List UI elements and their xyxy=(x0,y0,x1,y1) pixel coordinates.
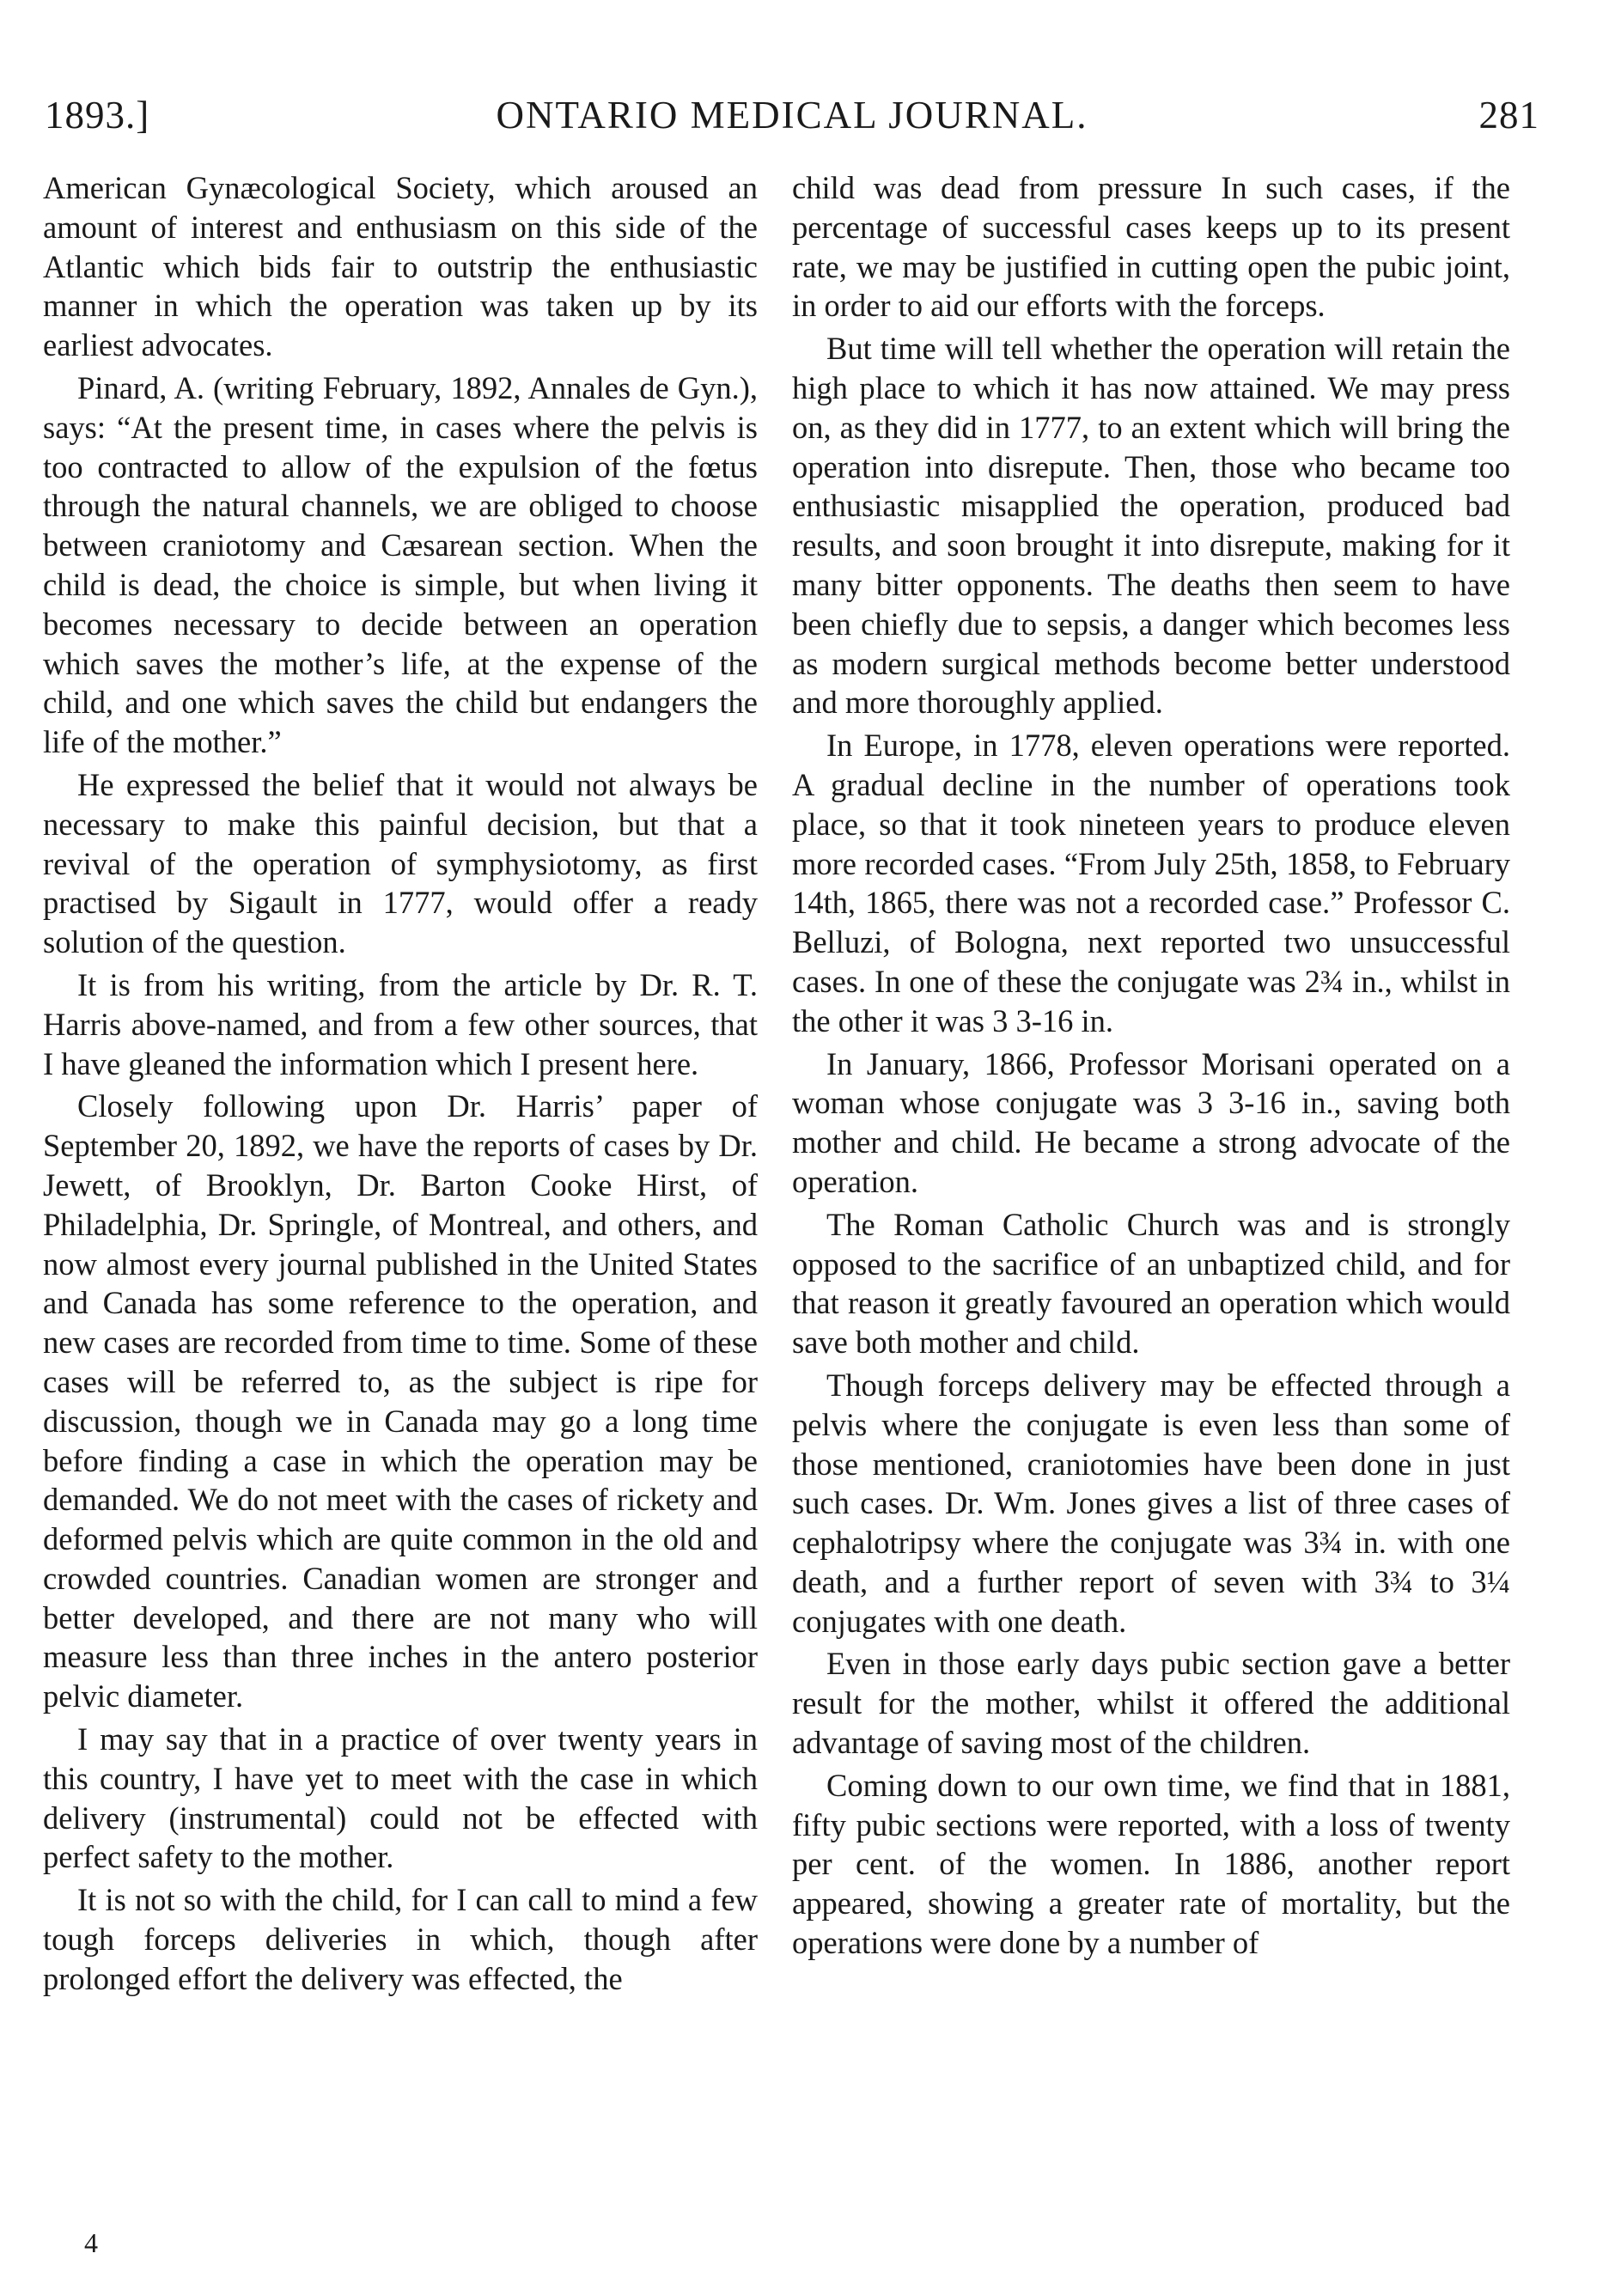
header-page-number: 281 xyxy=(1478,94,1539,137)
left-column xyxy=(43,168,758,1999)
header-year: 1893.] xyxy=(45,94,150,137)
paragraph: He expressed the belief that it would not always be necessary to make this painful decision, but that a revival of the operation of symphysiotomy, as first practised by Sigault in 1777, would offer a ready solution of the question. xyxy=(43,766,758,960)
paragraph: Even in those early days pubic section gave a better result for the mother, whilst it offered the additional advantage of saving most of the children. xyxy=(792,1646,1510,1761)
paragraph: Closely following upon Dr. Harris’ paper of September 20, 1892, we have the reports of cases by Dr. Jewett, of Brooklyn, Dr. Barton Cooke Hirst, of Philadelphia, Dr. Springle, of Montreal, and others, and now almost every journal published in the United States and Canada has some reference to the operation, and new cases are recorded from time to time. Some of these cases will be referred to, as the subject is ripe for discussion, though we in Canada may go a long time before finding a case in which the operation may be demanded. We do not meet with the cases of rickety and deformed pelvis which are quite common in the old and crowded countries. Canadian women are stronger and better developed, and there are not many who will measure less than three inches in the antero posterior pelvic diameter. xyxy=(43,1088,758,1714)
paragraph: But time will tell whether the operation will retain the high place to which it has now attained. We may press on, as they did in 1777, to an extent which will bring the operation into disrepute. Then, those who became too enthusiastic misapplied the operation, produced bad results, and soon brought it into disrepute, making for it many bitter opponents. The deaths then seem to have been chiefly due to sepsis, a danger which becomes less as modern surgical methods become better understood and more thoroughly applied. xyxy=(792,331,1510,721)
paragraph: In Europe, in 1778, eleven operations were reported. A gradual decline in the number of operations took place, so that it took nineteen years to produce eleven more recorded cases. “From July 25th, 1858, to February 14th, 1865, there was not a recorded case.” Professor C. Belluzi, of Bologna, next reported two unsuccessful cases. In one of these the conjugate was 2¾ in., whilst in the other it was 3 3-16 in. xyxy=(792,728,1510,1038)
paragraph: The Roman Catholic Church was and is strongly opposed to the sacrifice of an unbaptized child, and for that reason it greatly favoured an operation which would save both mother and child. xyxy=(792,1206,1510,1361)
paragraph: Coming down to our own time, we find that in 1881, fifty pubic sections were reported, with a loss of twenty per cent. of the women. In 1886, another report appeared, showing a greater rate of mortality, but the operations were done by a number of xyxy=(792,1767,1510,1961)
paragraph: Pinard, A. (writing February, 1892, Annales de Gyn.), says: “At the present time, in cases where the pelvis is too contracted to allow of the expulsion of the fœtus through the natural channels, we are obliged to choose between craniotomy and Cæsarean section. When the child is dead, the choice is simple, but when living it becomes necessary to decide between an operation which saves the mother’s life, at the expense of the child, and one which saves the child but endangers the life of the mother.” xyxy=(43,369,758,760)
paragraph: American Gynæcological Society, which aroused an amount of interest and enthusiasm on this side of the Atlantic which bids fair to outstrip the enthusiastic manner in which the operation was taken up by its earliest advocates. xyxy=(43,170,758,363)
header-journal-title: ONTARIO MEDICAL JOURNAL. xyxy=(496,94,1088,137)
paragraph: I may say that in a practice of over twenty years in this country, I have yet to meet with the case in which delivery (instrumental) could not be effected with perfect safety to the mother. xyxy=(43,1721,758,1875)
signature-mark: 4 xyxy=(84,2227,98,2258)
paragraph: In January, 1866, Professor Morisani operated on a woman whose conjugate was 3 3-16 in., saving both mother and child. He became a strong advocate of the operation. xyxy=(792,1045,1510,1199)
paragraph: child was dead from pressure In such cases, if the percentage of successful cases keeps up to its present rate, we may be justified in cutting open the pubic joint, in order to aid our efforts with the forceps. xyxy=(792,170,1510,324)
paragraph: It is not so with the child, for I can call to mind a few tough forceps deliveries in which, though after prolonged effort the delivery was effected, the xyxy=(43,1882,758,1996)
paragraph: Though forceps delivery may be effected through a pelvis where the conjugate is even less than some of those mentioned, craniotomies have been done in just such cases. Dr. Wm. Jones gives a list of three cases of cephalotripsy where the conjugate was 3¾ in. with one death, and a further report of seven with 3¾ to 3¼ conjugates with one death. xyxy=(792,1367,1510,1639)
right-column xyxy=(792,168,1510,1963)
running-header xyxy=(45,93,1539,144)
paragraph: It is from his writing, from the article by Dr. R. T. Harris above-named, and from a few other sources, that I have gleaned the information which I present here. xyxy=(43,966,758,1081)
